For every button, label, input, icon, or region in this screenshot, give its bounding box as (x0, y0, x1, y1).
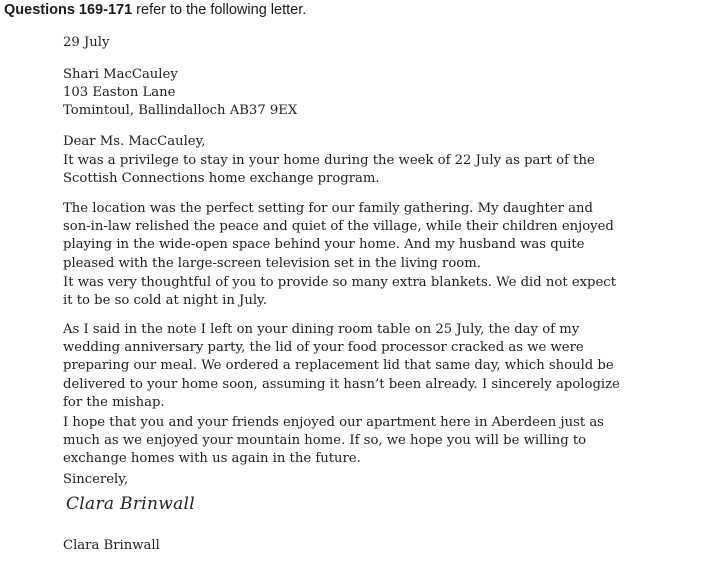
closing: Sincerely, (63, 472, 129, 487)
paragraph-line: son-in-law relished the peace and quiet of the village, while their children enjoyed (63, 219, 614, 235)
question-instruction: refer to the following letter. (132, 2, 307, 18)
paragraph-line: It was a privilege to stay in your home during the week of 22 July as part of the (63, 153, 595, 168)
printed-name: Clara Brinwall (63, 538, 160, 553)
paragraph-line: for the mishap. (63, 394, 165, 410)
paragraph-line: much as we enjoyed your mountain home. If so, we hope you will be willing to (63, 433, 587, 449)
paragraph-line: it to be so cold at night in July. (63, 293, 267, 309)
recipient-address (63, 66, 297, 121)
address-line: Shari MacCauley (63, 67, 178, 82)
paragraph-3 (63, 274, 616, 310)
paragraph-line: playing in the wide-open space behind your home. And my husband was quite (63, 237, 585, 253)
paragraph-line: Scottish Connections home exchange program. (63, 171, 380, 187)
paragraph-line: preparing our meal. We ordered a replacement lid that same day, which should be (63, 358, 614, 374)
handwritten-signature: Clara Brinwall (66, 494, 196, 514)
paragraph-line: As I said in the note I left on your dining room table on 25 July, the day of my (63, 322, 580, 337)
paragraph-5 (63, 414, 604, 469)
address-line: Tomintoul, Ballindalloch AB37 9EX (63, 103, 298, 119)
paragraph-line: It was very thoughtful of you to provide so many extra blankets. We did not expect (63, 275, 616, 290)
paragraph-line: wedding anniversary party, the lid of your food processor cracked as we were (63, 340, 584, 356)
paragraph-line: I hope that you and your friends enjoyed our apartment here in Aberdeen just as (63, 415, 604, 430)
paragraph-2 (63, 200, 614, 273)
question-numbers: Questions 169-171 (4, 2, 133, 18)
paragraph-line: The location was the perfect setting for our family gathering. My daughter and (63, 201, 593, 216)
paragraph-line: exchange homes with us again in the future. (63, 451, 361, 467)
paragraph-1 (63, 152, 595, 188)
address-line: 103 Easton Lane (63, 85, 176, 101)
letter-date: 29 July (63, 35, 110, 50)
question-header (4, 1, 306, 19)
salutation: Dear Ms. MacCauley, (63, 134, 206, 149)
paragraph-4 (63, 321, 620, 412)
paragraph-line: pleased with the large-screen television set in the living room. (63, 255, 481, 271)
paragraph-line: delivered to your home soon, assuming it hasn’t been already. I sincerely apologize (63, 376, 620, 392)
